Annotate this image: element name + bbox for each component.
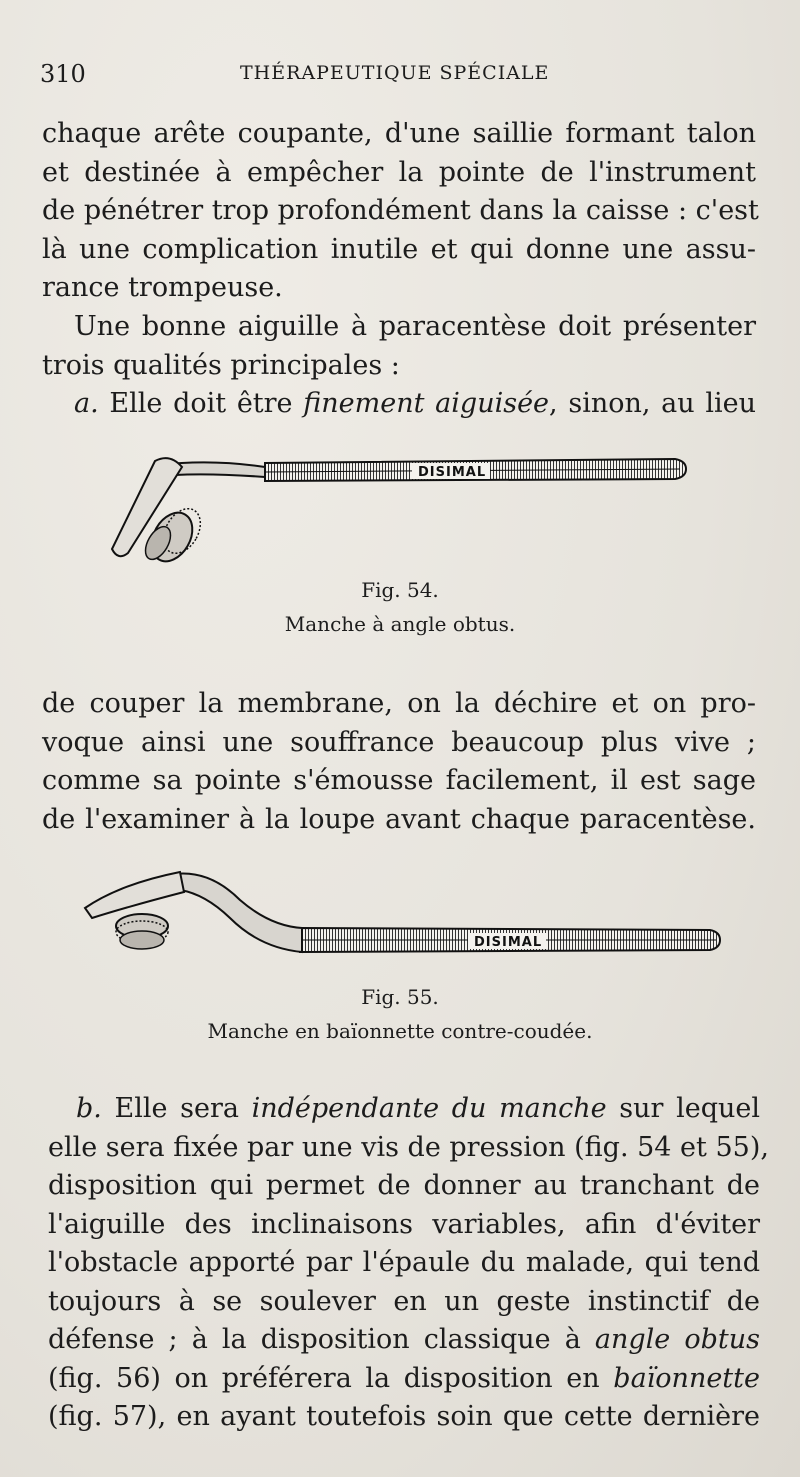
text-line: de couper la membrane, on la déchire et on pro- [42,688,756,719]
text-line: et destinée à empêcher la pointe de l'instrument [42,156,756,188]
text-line: là une complication inutile et qui donne une assu- [42,233,756,265]
instrument-illustration-bayonet [80,860,730,970]
text-line [48,1090,760,1129]
text-line [48,1321,760,1360]
text-line: voque ainsi une souffrance beaucoup plus vive ; [42,726,756,758]
text-line: Une bonne aiguille à paracentèse doit présenter [74,311,756,342]
text-line [42,385,756,424]
figure-number: Fig. 54. [361,578,439,602]
text-line: l'obstacle apporté par l'épaule du malade, qui tend [48,1247,760,1278]
text-fragment: Elle sera [101,1093,252,1124]
text-line: de l'examiner à la loupe avant chaque paracentèse. [42,803,756,835]
text-fragment: défense ; à la disposition classique à [48,1324,595,1355]
running-title: THÉRAPEUTIQUE SPÉCIALE [240,62,550,84]
paragraph-4 [48,1090,769,1437]
paragraph-3 [42,685,756,839]
text-line: chaque arête coupante, d'une saillie formant talon [42,118,756,149]
text-line: comme sa pointe s'émousse facilement, il est sage [42,765,756,796]
page-number: 310 [40,60,86,88]
text-line: toujours à se soulever en un geste instinctif de [48,1285,760,1317]
list-marker-a: a. [74,388,99,419]
emphasis-text: baïonnette [613,1362,760,1394]
engraving-text: DISIMAL [474,935,543,950]
paragraph-1 [42,115,759,308]
engraving-text: DISIMAL [418,465,487,480]
figure-number: Fig. 55. [361,985,439,1009]
text-line: rance trompeuse. [42,272,283,303]
text-line: (fig. 57), en ayant toutefois soin que cette dernière [48,1401,760,1432]
text-line: elle sera fixée par une vis de pression (fig. 54 et 55), [48,1131,769,1163]
figure-55 [0,855,800,1055]
paragraph-2 [42,308,756,424]
text-line: disposition qui permet de donner au tranchant de [48,1170,760,1201]
list-marker-b: b. [76,1093,102,1124]
emphasis-text: indépendante du manche [251,1093,607,1124]
emphasis-text: angle obtus [594,1324,760,1355]
instrument-illustration-obtuse [100,445,700,570]
text-fragment: (fig. 56) on préférera la disposition en [48,1362,614,1394]
page-header [40,60,760,92]
text-line: trois qualités principales : [42,349,400,381]
text-fragment: sur lequel [606,1093,761,1124]
text-line: l'aiguille des inclinaisons variables, afin d'éviter [48,1208,760,1240]
text-fragment: Elle doit être [98,388,304,419]
text-line [48,1360,760,1399]
text-line: de pénétrer trop profondément dans la caisse : c'est [42,195,759,226]
figure-caption: Manche à angle obtus. [284,612,516,636]
text-fragment: , sinon, au lieu [549,388,757,419]
figure-54 [0,440,800,650]
emphasis-text: finement aiguisée [303,388,550,419]
figure-caption: Manche en baïonnette contre-coudée. [207,1019,593,1043]
